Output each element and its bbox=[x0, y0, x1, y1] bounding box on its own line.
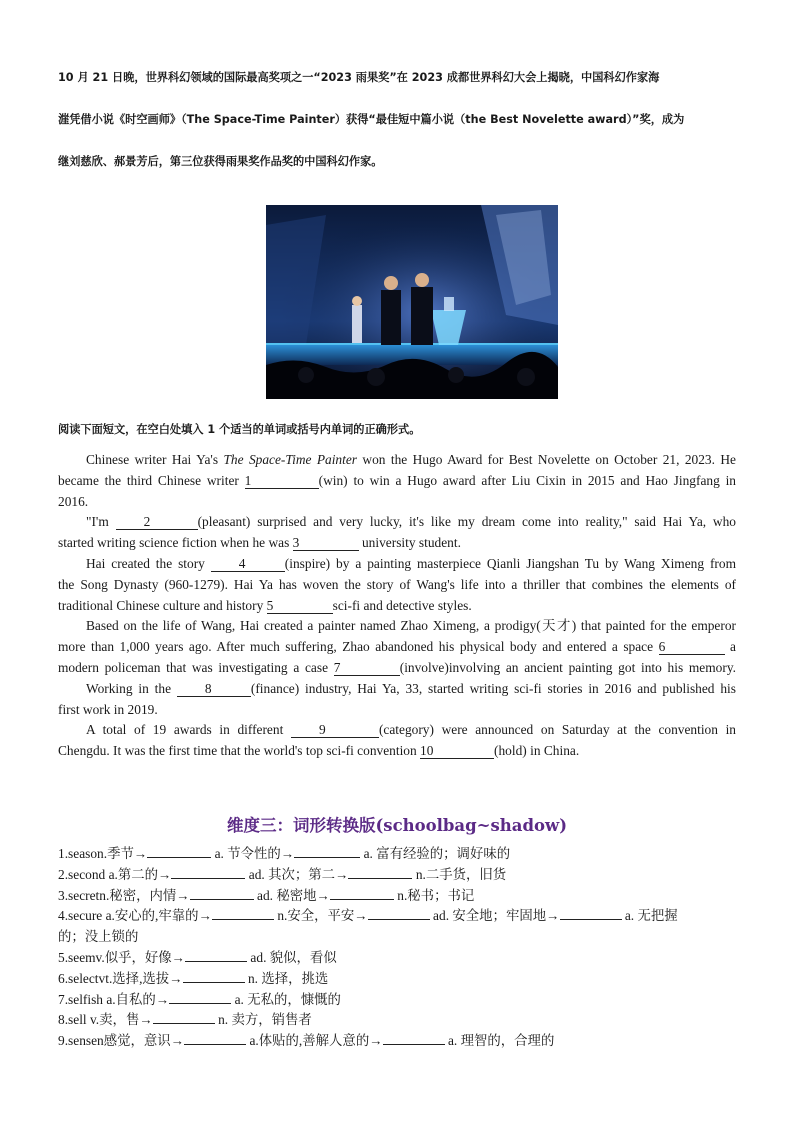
answer-blank[interactable] bbox=[190, 886, 254, 900]
answer-blank[interactable] bbox=[294, 844, 360, 858]
blank-5[interactable]: 5 bbox=[267, 599, 333, 614]
answer-blank[interactable] bbox=[147, 844, 211, 858]
paragraph-1: Chinese writer Hai Ya's The Space-Time Painter won the Hugo Award for Best Novelette on October 21, 2023. He became the third Chinese writer 1 (win) to win a Hugo award after Liu Cixin in 2015 and Hao Jingfang in 2016. bbox=[58, 452, 736, 509]
list-item: 3.secretn.秘密，内情→ ad. 秘密地→ n.秘书；书记 bbox=[58, 887, 475, 903]
list-item: 4.secure a.安心的,牢靠的→ n.安全，平安→ ad. 安全地；牢固地→ a. 无把握 bbox=[58, 908, 678, 924]
blank-8[interactable]: 8 bbox=[177, 682, 251, 697]
list-item: 6.selectvt.选择,选拔→ n. 选择，挑选 bbox=[58, 970, 329, 986]
list-item: 1.season.季节→ a. 节令性的→ a. 富有经验的；调好味的 bbox=[58, 846, 511, 861]
list-item-continuation: 的；没上锁的 bbox=[58, 929, 139, 945]
answer-blank[interactable] bbox=[184, 1031, 246, 1045]
novel-title: The Space-Time Painter bbox=[223, 452, 358, 467]
intro-line-2: 漄凭借小说《时空画师》（The Space-Time Painter）获得“最佳短中篇小说（the Best Novelette award）”奖，成为 bbox=[58, 113, 685, 126]
blank-1[interactable]: 1 bbox=[245, 474, 319, 489]
list-item: 9.sensen感觉，意识→ a.体贴的,善解人意的→ a. 理智的，合理的 bbox=[58, 1033, 555, 1049]
answer-blank[interactable] bbox=[348, 865, 412, 879]
paragraph-3: Hai created the story 4 (inspire) by a painting masterpiece Qianli Jiangshan Tu by Wang Ximeng from the Song Dynasty (960-1279). Hai Ya has woven the story of Wang's life into a thriller that combines the elements of traditional Chinese culture and history 5 sci-fi and detective styles. bbox=[58, 555, 736, 613]
exercise-instruction: 阅读下面短文，在空白处填入 1 个适当的单词或括号内单词的正确形式。 bbox=[58, 423, 421, 436]
section-title: 维度三：词形转换版(schoolbag~shadow) bbox=[226, 816, 568, 835]
blank-3[interactable]: 3 bbox=[293, 536, 359, 551]
answer-blank[interactable] bbox=[169, 990, 231, 1004]
answer-blank[interactable] bbox=[560, 906, 622, 920]
paragraph-5: Working in the 8 (finance) industry, Hai Ya, 33, started writing sci-fi stories in 2016 and published his first work in 2019. bbox=[58, 680, 736, 717]
answer-blank[interactable] bbox=[330, 886, 394, 900]
answer-blank[interactable] bbox=[383, 1031, 445, 1045]
blank-7[interactable]: 7 bbox=[334, 661, 400, 676]
paragraph-6: A total of 19 awards in different 9 (category) were announced on Saturday at the convention in Chengdu. It was the first time that the world's top sci-fi convention 10 (hold) in China. bbox=[58, 722, 736, 759]
award-ceremony-photo bbox=[266, 205, 558, 399]
blank-4[interactable]: 4 bbox=[211, 557, 285, 572]
blank-2[interactable]: 2 bbox=[116, 515, 198, 530]
list-item: 2.second a.第二的→ ad. 其次；第二→ n.二手货，旧货 bbox=[58, 866, 507, 882]
answer-blank[interactable] bbox=[212, 906, 274, 920]
blank-6[interactable]: 6 bbox=[659, 640, 725, 655]
list-item: 8.sell v.卖，售→ n. 卖方，销售者 bbox=[58, 1012, 312, 1028]
answer-blank[interactable] bbox=[153, 1010, 215, 1024]
intro-line-3: 继刘慈欣、郝景芳后，第三位获得雨果奖作品奖的中国科幻作家。 bbox=[58, 155, 383, 168]
list-item: 7.selfish a.自私的→ a. 无私的，慷慨的 bbox=[58, 991, 341, 1007]
word-form-list bbox=[58, 844, 748, 1052]
paragraph-4: Based on the life of Wang, Hai created a painter named Zhao Ximeng, a prodigy(天才) that painted for the emperor more than 1,000 years ago. After much suffering, Zhao abandoned his physical body and entered a space 6 a modern policeman that was investigating a case 7 (involve)involving an ancient painting got into his memory. bbox=[58, 618, 736, 675]
blank-9[interactable]: 9 bbox=[291, 723, 379, 738]
blank-10[interactable]: 10 bbox=[420, 744, 494, 759]
answer-blank[interactable] bbox=[183, 969, 245, 983]
list-item: 5.seemv.似乎，好像→ ad. 貌似，看似 bbox=[58, 949, 337, 965]
answer-blank[interactable] bbox=[185, 948, 247, 962]
intro-line-1: 10 月 21 日晚，世界科幻领域的国际最高奖项之一“2023 雨果奖”在 2023 成都世界科幻大会上揭晓，中国科幻作家海 bbox=[58, 71, 660, 84]
answer-blank[interactable] bbox=[171, 865, 245, 879]
cloze-passage bbox=[58, 450, 736, 762]
answer-blank[interactable] bbox=[368, 906, 430, 920]
paragraph-2: "I'm 2 (pleasant) surprised and very lucky, it's like my dream come into reality," said Hai Ya, who started writing science fiction when he was 3 university student. bbox=[58, 514, 736, 551]
